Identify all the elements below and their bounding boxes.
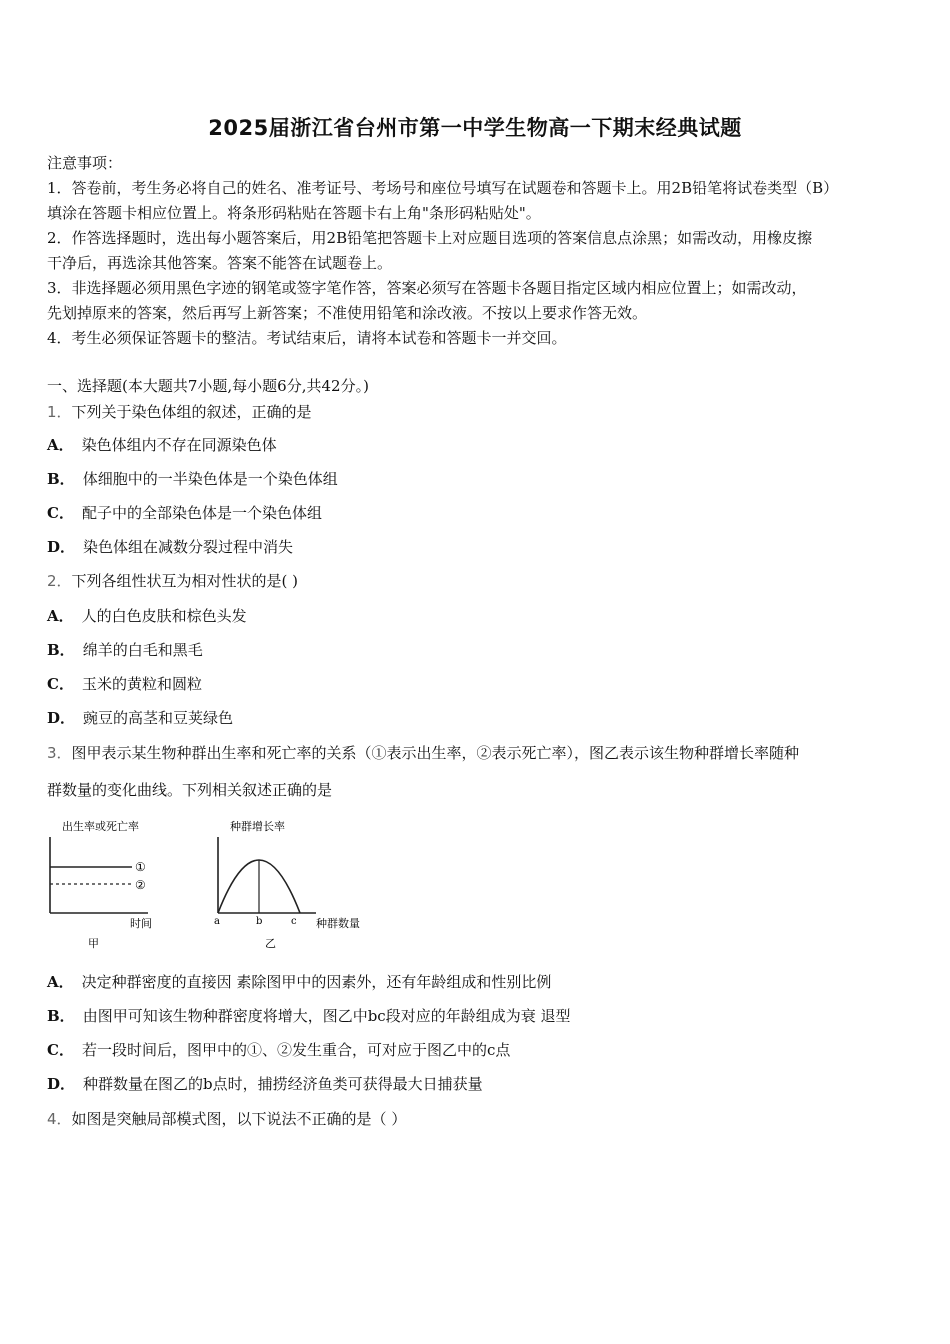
option-2c[interactable]	[47, 673, 202, 694]
option-3b[interactable]	[47, 1005, 570, 1026]
notice-line: 1．答卷前，考生务必将自己的姓名、准考证号、考场号和座位号填写在试题卷和答题卡上。用2B铅笔将试卷类型（B）	[47, 179, 839, 197]
figure-left-xlabel: 时间	[130, 917, 152, 930]
option-2a[interactable]	[47, 605, 247, 626]
notice-line: 4．考生必须保证答题卡的整洁。考试结束后，请将本试卷和答题卡一并交回。	[47, 329, 567, 347]
option-letter: D．	[47, 538, 76, 556]
option-letter: D．	[47, 709, 76, 727]
option-3c[interactable]	[47, 1039, 510, 1060]
option-text: 绵羊的白毛和黑毛	[82, 641, 203, 659]
question-3-figure	[40, 815, 380, 955]
tick-a: a	[214, 916, 220, 927]
option-letter: B．	[47, 1007, 75, 1025]
question-number: 2．	[47, 572, 72, 590]
notice-heading: 注意事项：	[47, 154, 123, 172]
question-3-continued	[47, 779, 332, 800]
tick-b: b	[256, 916, 263, 927]
option-text: 种群数量在图乙的b点时，捕捞经济鱼类可获得最大日捕获量	[83, 1075, 483, 1093]
question-3	[47, 742, 799, 763]
figure-right-ylabel: 种群增长率	[230, 820, 285, 833]
question-text: 图甲表示某生物种群出生率和死亡率的关系（①表示出生率，②表示死亡率），图乙表示该生物种群增长率随种	[71, 744, 800, 762]
question-number: 3．	[47, 744, 72, 762]
notice-line: 填涂在答题卡相应位置上。将条形码粘贴在答题卡右上角"条形码粘贴处"。	[47, 204, 541, 222]
option-3a[interactable]	[47, 971, 551, 992]
option-letter: B．	[47, 641, 75, 659]
marker-2: ②	[135, 878, 146, 892]
notice-line: 干净后，再选涂其他答案。答案不能答在试题卷上。	[47, 254, 393, 272]
option-letter: C．	[47, 1041, 74, 1059]
option-text: 染色体组在减数分裂过程中消失	[83, 538, 294, 556]
option-text: 配子中的全部染色体是一个染色体组	[81, 504, 322, 522]
figure-right-caption: 乙	[265, 937, 276, 950]
option-text: 体细胞中的一半染色体是一个染色体组	[82, 470, 338, 488]
option-letter: D．	[47, 1075, 76, 1093]
option-letter: A．	[47, 607, 74, 625]
figure-right-xlabel: 种群数量	[316, 917, 360, 930]
option-letter: A．	[47, 436, 74, 454]
marker-1: ①	[135, 860, 146, 874]
option-letter: C．	[47, 504, 74, 522]
figure-left-caption: 甲	[88, 937, 99, 950]
question-text: 下列关于染色体组的叙述，正确的是	[71, 403, 312, 421]
question-text: 下列各组性状互为相对性状的是( )	[71, 572, 299, 590]
option-3d[interactable]	[47, 1073, 483, 1094]
figure-left-ylabel: 出生率或死亡率	[62, 820, 139, 833]
page-title: 2025届浙江省台州市第一中学生物高一下期末经典试题	[208, 116, 742, 140]
notice-line: 先划掉原来的答案，然后再写上新答案；不准使用铅笔和涂改液。不按以上要求作答无效。	[47, 304, 648, 322]
question-number: 4．	[47, 1110, 72, 1128]
notice-line: 2．作答选择题时，选出每小题答案后，用2B铅笔把答题卡上对应题目选项的答案信息点涂黑；如需改动，用橡皮擦	[47, 229, 813, 247]
option-text: 若一段时间后，图甲中的①、②发生重合，可对应于图乙中的c点	[81, 1041, 511, 1059]
option-letter: B．	[47, 470, 75, 488]
option-text: 人的白色皮肤和棕色头发	[81, 607, 247, 625]
notice-line: 3．非选择题必须用黑色字迹的钢笔或签字笔作答，答案必须写在答题卡各题目指定区域内相应位置上；如需改动，	[47, 279, 807, 297]
option-1b[interactable]	[47, 468, 338, 489]
section-heading: 一、选择题(本大题共7小题,每小题6分,共42分。)	[47, 377, 369, 395]
option-text: 豌豆的高茎和豆荚绿色	[83, 709, 234, 727]
question-4	[47, 1108, 406, 1129]
option-text: 玉米的黄粒和圆粒	[81, 675, 202, 693]
option-text: 决定种群密度的直接因 素除图甲中的因素外，还有年龄组成和性别比例	[81, 973, 552, 991]
question-text: 群数量的变化曲线。下列相关叙述正确的是	[47, 781, 333, 799]
question-number: 1．	[47, 403, 72, 421]
option-1c[interactable]	[47, 502, 322, 523]
option-text: 染色体组内不存在同源染色体	[81, 436, 277, 454]
option-1d[interactable]	[47, 536, 293, 557]
option-text: 由图甲可知该生物种群密度将增大，图乙中bc段对应的年龄组成为衰 退型	[82, 1007, 571, 1025]
question-1	[47, 401, 312, 422]
option-letter: A．	[47, 973, 74, 991]
option-letter: C．	[47, 675, 74, 693]
option-2d[interactable]	[47, 707, 233, 728]
question-text: 如图是突触局部模式图，以下说法不正确的是（ ）	[71, 1110, 407, 1128]
question-2	[47, 570, 298, 591]
option-2b[interactable]	[47, 639, 203, 660]
option-1a[interactable]	[47, 434, 277, 455]
tick-c: c	[291, 916, 297, 927]
